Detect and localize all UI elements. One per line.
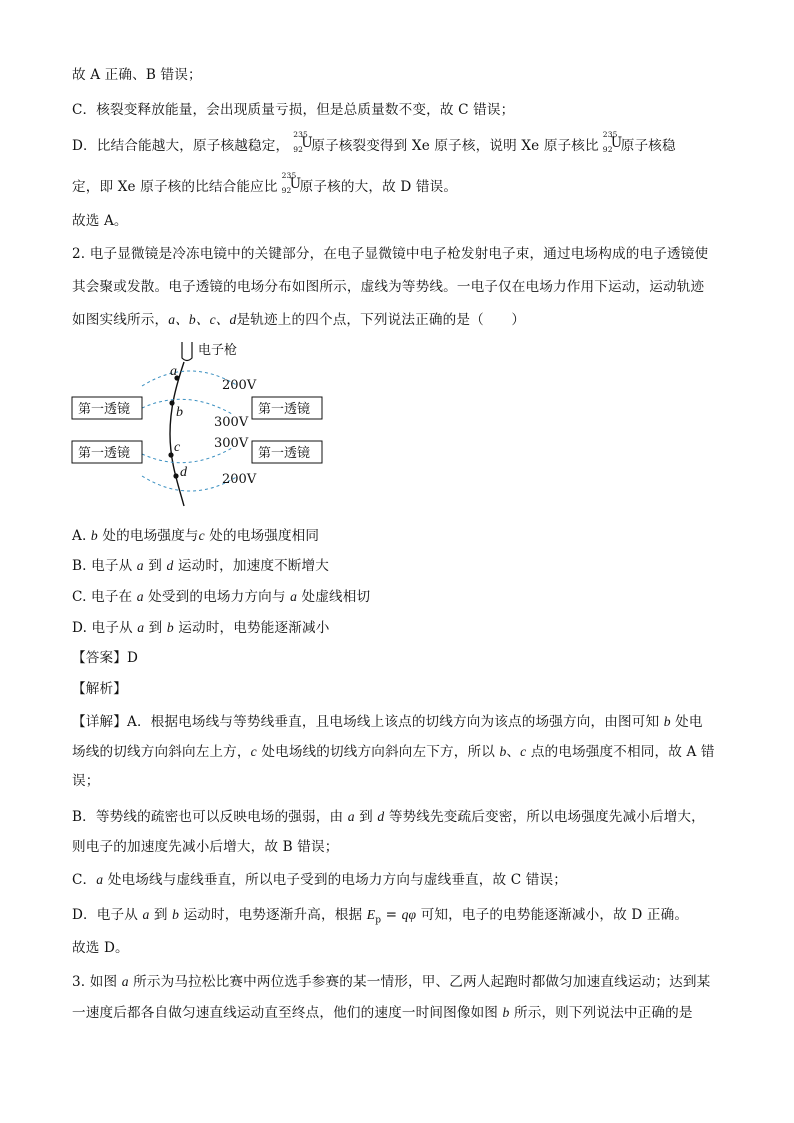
lens-label: 第一透镜 <box>78 446 131 461</box>
point-b-dot <box>169 400 174 405</box>
question-2-line: 其会聚或发散。电子透镜的电场分布如图所示，虚线为等势线。一电子仅在电场力作用下运动，运动轨迹 <box>72 279 705 295</box>
explanation-line: 【详解】A．根据电场线与等势线垂直，且电场线上该点的切线方向为该点的场强方向，由图可知 b 处电 <box>72 714 703 730</box>
explanation-line: C．a 处电场线与虚线垂直，所以电子受到的电场力方向与虚线垂直，故 C 错误； <box>72 872 568 888</box>
voltage-label: 200V <box>222 378 257 393</box>
explanation-line: 场线的切线方向斜向左上方，c 处电场线的切线方向斜向左下方，所以 b、c 点的电场强度不相同，故 A 错 <box>72 744 715 760</box>
question-3-line: 3. 如图 a 所示为马拉松比赛中两位选手参赛的某一情形，甲、乙两人起跑时都做匀加速直线运动；达到某 <box>72 974 711 990</box>
explanation-line: 故选 D。 <box>72 940 129 956</box>
analysis-heading: 【解析】 <box>72 681 127 697</box>
point-c-dot <box>168 452 173 457</box>
gun-label: 电子枪 <box>198 343 238 358</box>
figure-svg <box>70 336 330 512</box>
lens-label: 第一透镜 <box>258 446 311 461</box>
option-b: B. 电子从 a 到 d 运动时，加速度不断增大 <box>72 558 330 574</box>
explanation-line: 则电子的加速度先减小后增大，故 B 错误； <box>72 839 339 855</box>
explanation-line: B．等势线的疏密也可以反映电场的强弱，由 a 到 d 等势线先变疏后变密，所以电场强度先减小后增大， <box>72 809 705 825</box>
option-d: D. 电子从 a 到 b 运动时，电势能逐渐减小 <box>72 620 330 636</box>
text-line: D．比结合能越大，原子核越稳定， 235 92 U 原子核裂变得到 Xe 原子核，说明 Xe 原子核比 235 92 U 原子核稳 <box>72 130 676 154</box>
option-a: A. b 处的电场强度与c 处的电场强度相同 <box>72 528 320 544</box>
trajectory-line <box>170 362 184 506</box>
point-d-label: d <box>180 465 187 480</box>
lens-label: 第一透镜 <box>78 402 131 417</box>
text-line: C．核裂变释放能量，会出现质量亏损，但是总质量数不变，故 C 错误； <box>72 102 515 118</box>
point-c-label: c <box>174 440 181 455</box>
isotope-u235: 235 92 U <box>281 171 302 195</box>
answer-line: 【答案】D <box>72 650 139 666</box>
point-a-label: a <box>170 364 177 379</box>
question-3-line: 一速度后都各自做匀速直线运动直至终点，他们的速度一时间图像如图 b 所示，则下列说法中正确的是 <box>72 1005 693 1021</box>
text-line: 故 A 正确、B 错误； <box>72 67 202 83</box>
option-c: C. 电子在 a 处受到的电场力方向与 a 处虚线相切 <box>72 589 371 605</box>
isotope-u235: 235 92 U <box>602 130 623 154</box>
question-2-line: 2. 电子显微镜是冷冻电镜中的关键部分，在电子显微镜中电子枪发射电子束，通过电场构成的电子透镜使 <box>72 246 709 262</box>
explanation-line: 误； <box>72 773 100 789</box>
electron-lens-figure <box>70 336 330 512</box>
isotope-u235: 235 92 U <box>293 130 313 154</box>
lens-label: 第一透镜 <box>258 402 311 417</box>
voltage-label: 200V <box>222 472 257 487</box>
voltage-label: 300V <box>214 415 249 430</box>
text-line: 故选 A。 <box>72 213 128 229</box>
explanation-line: D．电子从 a 到 b 运动时，电势逐渐升高，根据 $E_p = q\varphi$ 可知，电子的电势能逐渐减小，故 D 正确。 <box>72 907 689 926</box>
question-2-line: 如图实线所示，a、b、c、d是轨迹上的四个点，下列说法正确的是（ ） <box>72 312 526 328</box>
text-line: 定，即 Xe 原子核的比结合能应比 235 92 U 原子核的大，故 D 错误。 <box>72 171 458 195</box>
point-d-dot <box>173 473 178 478</box>
point-b-label: b <box>176 405 183 420</box>
voltage-label: 300V <box>214 436 249 451</box>
electron-gun-icon <box>182 342 192 361</box>
equipotential-300v-upper <box>142 399 232 414</box>
